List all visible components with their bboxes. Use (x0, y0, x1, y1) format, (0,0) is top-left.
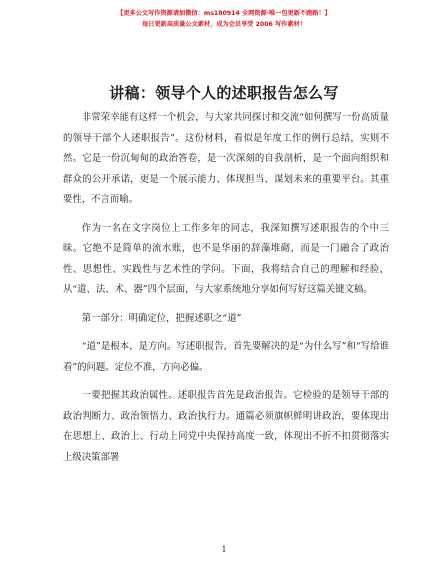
page-number: 1 (221, 545, 227, 554)
document-body (63, 108, 389, 476)
paragraph-political: 一要把握其政治属性。述职报告首先是政治报告。它检验的是领导干部的政治判断力、政治领悟力、政治执行力。通篇必须旗帜鲜明讲政治，要体现出在思想上、政治上、行动上同党中央保持高度一致，体现出不折不扣贯彻落实上级决策部署 (63, 390, 389, 463)
paragraph-dao: “道”是根本，是方向。写述职报告，首先要解决的是“为什么写”和“写给谁看”的问题。定位不准，方向必偏。 (63, 341, 389, 373)
promo-banner (0, 9, 448, 29)
document-title: 讲稿：领导个人的述职报告怎么写 (109, 84, 339, 102)
paragraph-intro: 非常荣幸能有这样一个机会，与大家共同探讨和交流“如何撰写一份高质量的领导干部个人述职报告”。这份材料，看似是年度工作的例行总结，实则不然。它是一份沉甸甸的政治答卷，是一次深刻的自我剖析，是一个面向组织和群众的公开承诺，更是一个展示能力、体现担当、谋划未来的重要平台。其重要性，不言而喻。 (63, 112, 389, 205)
banner-line-1: 【更多公文写作资源请加微信：ms180914 全网资源·唯一包更新不跑路！】 (117, 10, 331, 17)
paragraph-overview: 作为一名在文字岗位上工作多年的同志，我深知撰写述职报告的个中三昧。它绝不是简单的流水账，也不是华丽的辞藻堆砌，而是一门融合了政治性、思想性、实践性与艺术性的学问。下面，我将结合自己的理解和经验，从“道、法、术、器”四个层面，与大家系统地分享如何写好这篇关键文稿。 (63, 222, 389, 295)
banner-line-2: 每日更新高质量公文素材，成为会员享受 2006 写作素材！ (142, 21, 306, 28)
section-heading-1: 第一部分：明确定位，把握述职之“道” (81, 312, 242, 324)
